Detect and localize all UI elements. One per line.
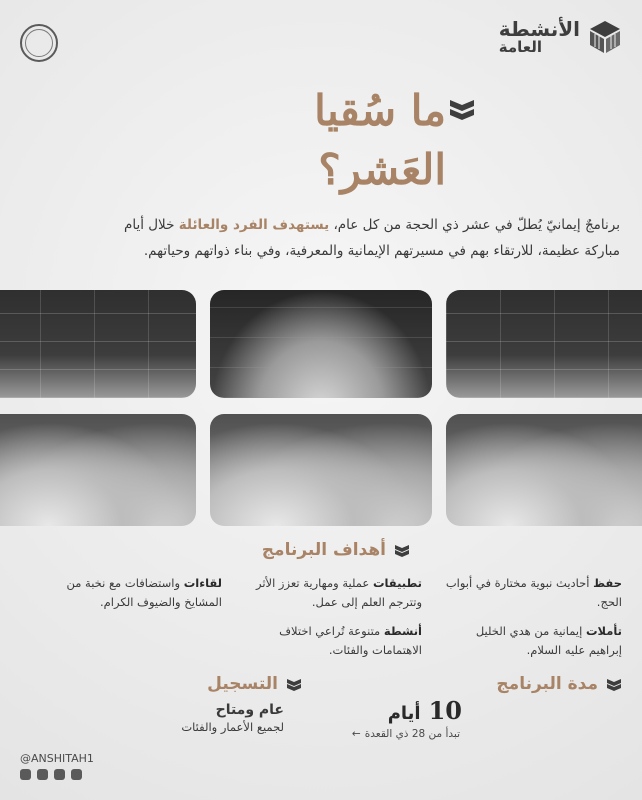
- calligraphy-seal-icon: [20, 24, 58, 62]
- goal-item: تأملات إيمانية من هدي الخليل إبراهيم عليه السلام.: [475, 624, 622, 657]
- title-line-1: ما سُقيا: [314, 86, 446, 135]
- duration-heading-text: مدة البرنامج: [496, 674, 598, 694]
- telegram-icon[interactable]: [20, 769, 31, 780]
- photo-tile: [0, 290, 196, 398]
- brand-subtitle: العامة: [498, 37, 543, 56]
- goals-heading: [262, 540, 410, 560]
- arrow-left-icon: ←: [351, 728, 361, 740]
- title-chevron-icon: [448, 98, 476, 124]
- chevron-icon: [394, 544, 410, 557]
- kaaba-photo-grid: [0, 290, 642, 526]
- intro-paragraph: [120, 212, 620, 264]
- brand-logo: [499, 18, 624, 56]
- social-icons: [20, 769, 82, 780]
- duration-unit: أيام: [387, 703, 421, 724]
- registration-line-2: لجميع الأعمار والفئات: [181, 720, 284, 734]
- duration-note-text: تبدأ من 28 ذي القعدة: [364, 728, 460, 740]
- registration-line-1: عام ومتاح: [215, 702, 284, 718]
- youtube-icon[interactable]: [37, 769, 48, 780]
- duration-value: [388, 696, 462, 725]
- page-title: [196, 80, 446, 198]
- registration-heading: [207, 674, 302, 694]
- duration-number: 10: [428, 696, 462, 725]
- intro-part-2: خلال أيام مباركة عظيمة، للارتقاء بهم في مسيرتهم الإيمانية والمعرفية، وفي بناء ذواتهم وحياتهم.: [123, 217, 620, 259]
- chevron-icon: [606, 678, 622, 691]
- goal-item: حفظ أحاديث نبوية مختارة في أبواب الحج.: [445, 576, 622, 609]
- duration-note: [352, 728, 460, 740]
- brand-title: الأنشطة: [498, 16, 580, 41]
- title-line-2: العَشر؟: [318, 145, 446, 194]
- goal-item: تطبيقات عملية ومهارية تعزز الأثر وتترجم العلم إلى عمل.: [255, 576, 422, 609]
- goals-heading-text: أهداف البرنامج: [261, 540, 386, 560]
- intro-part-1: برنامجٌ إيمانيّ يُطلّ في عشر ذي الحجة من كل عام،: [329, 217, 620, 233]
- duration-heading: [496, 674, 622, 694]
- goal-item: لقاءات واستضافات مع نخبة من المشايخ والضيوف الكرام.: [66, 576, 222, 609]
- x-icon[interactable]: [71, 769, 82, 780]
- instagram-icon[interactable]: [54, 769, 65, 780]
- photo-tile: [446, 290, 642, 398]
- registration-heading-text: التسجيل: [207, 674, 278, 694]
- photo-tile: [210, 290, 432, 398]
- cube-logo-icon: [586, 18, 624, 56]
- photo-tile: [0, 414, 196, 526]
- photo-tile: [210, 414, 432, 526]
- chevron-icon: [286, 678, 302, 691]
- photo-tile: [446, 414, 642, 526]
- social-handle[interactable]: @ANSHITAH1: [20, 752, 94, 765]
- intro-highlight: يستهدف الفرد والعائلة: [178, 217, 330, 233]
- goal-item: أنشطة متنوعة تُراعي اختلاف الاهتمامات والفئات.: [279, 624, 422, 657]
- registration-details: [181, 702, 284, 734]
